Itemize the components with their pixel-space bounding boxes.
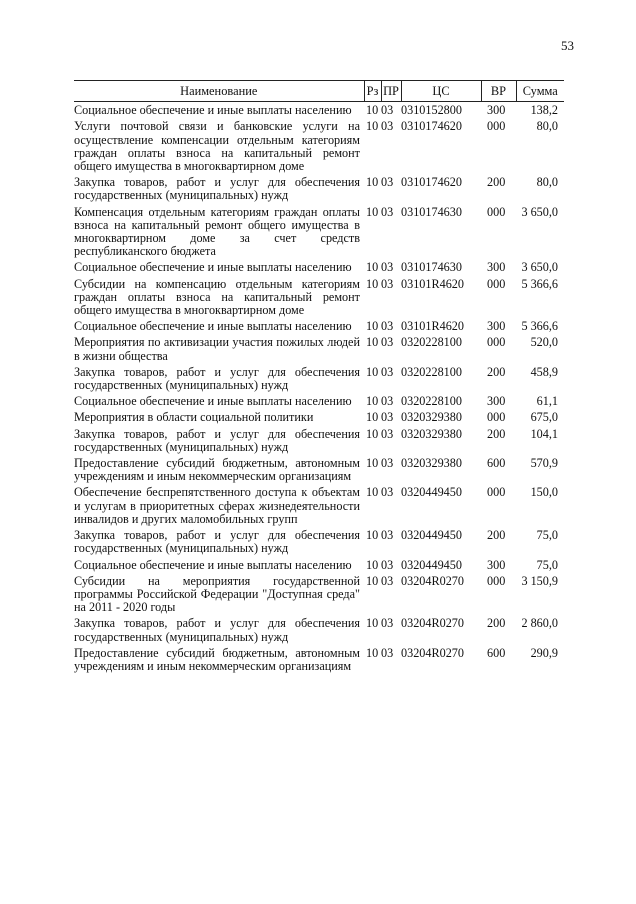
table-row xyxy=(74,527,564,556)
cell-cs: 0320449450 xyxy=(401,528,462,543)
budget-table xyxy=(74,80,564,674)
cell-cs: 0320329380 xyxy=(401,456,462,471)
table-row xyxy=(74,259,564,275)
cell-rz: 10 xyxy=(366,119,379,134)
table-row xyxy=(74,118,564,174)
table-row xyxy=(74,102,564,119)
header-row xyxy=(74,81,564,102)
cell-cs: 0310174630 xyxy=(401,260,462,275)
table-body xyxy=(74,102,564,674)
header-cs: ЦС xyxy=(401,81,481,102)
cell-vr: 200 xyxy=(487,364,506,379)
table-row xyxy=(74,426,564,455)
cell-sum: 104,1 xyxy=(530,426,558,441)
cell-name: Предоставление субсидий бюджетным, автономным учреждениям и иным некоммерческим организациям xyxy=(74,645,360,673)
cell-vr: 000 xyxy=(487,573,506,588)
cell-vr: 300 xyxy=(487,319,506,334)
cell-vr: 600 xyxy=(487,645,506,660)
cell-rz: 10 xyxy=(366,103,379,118)
cell-sum: 150,0 xyxy=(530,485,558,500)
cell-pr: 03 xyxy=(381,410,394,425)
cell-name: Закупка товаров, работ и услуг для обеспечения государственных (муниципальных) нужд xyxy=(74,175,360,203)
cell-sum: 61,1 xyxy=(536,394,558,409)
cell-name: Социальное обеспечение и иные выплаты населению xyxy=(74,394,352,409)
cell-cs: 0320329380 xyxy=(401,426,462,441)
cell-rz: 10 xyxy=(366,175,379,190)
page-number: 53 xyxy=(561,38,574,53)
header-vr: ВР xyxy=(481,81,516,102)
cell-cs: 0310174620 xyxy=(401,119,462,134)
cell-cs: 03204R0270 xyxy=(401,616,464,631)
cell-cs: 0310152800 xyxy=(401,103,462,118)
header-sum: Сумма xyxy=(516,81,564,102)
cell-rz: 10 xyxy=(366,394,379,409)
cell-cs: 0320449450 xyxy=(401,557,462,572)
table-row xyxy=(74,573,564,616)
cell-name: Закупка товаров, работ и услуг для обеспечения государственных (муниципальных) нужд xyxy=(74,364,360,393)
cell-pr: 03 xyxy=(381,426,394,441)
cell-cs: 0320449450 xyxy=(401,485,462,500)
cell-rz: 10 xyxy=(366,573,379,588)
cell-name: Социальное обеспечение и иные выплаты населению xyxy=(74,557,352,572)
table-row xyxy=(74,334,564,363)
cell-pr: 03 xyxy=(381,103,394,118)
cell-sum: 75,0 xyxy=(536,528,558,543)
cell-sum: 3 650,0 xyxy=(521,260,558,275)
cell-vr: 300 xyxy=(487,557,506,572)
cell-vr: 000 xyxy=(487,335,506,350)
cell-rz: 10 xyxy=(366,557,379,572)
cell-vr: 600 xyxy=(487,456,506,471)
cell-pr: 03 xyxy=(381,276,394,291)
cell-cs: 0320228100 xyxy=(401,335,462,350)
table-row xyxy=(74,615,564,644)
cell-cs: 03101R4620 xyxy=(401,319,464,334)
cell-pr: 03 xyxy=(381,335,394,350)
table-row xyxy=(74,318,564,334)
header-name: Наименование xyxy=(74,81,364,102)
header-rz: Рз xyxy=(364,81,381,102)
cell-cs: 0310174620 xyxy=(401,175,462,190)
table-row xyxy=(74,645,564,674)
cell-sum: 290,9 xyxy=(530,645,558,660)
cell-rz: 10 xyxy=(366,456,379,471)
cell-sum: 520,0 xyxy=(530,335,558,350)
cell-name: Мероприятия в области социальной политики xyxy=(74,410,314,425)
cell-cs: 0320228100 xyxy=(401,394,462,409)
cell-sum: 458,9 xyxy=(530,364,558,379)
cell-rz: 10 xyxy=(366,335,379,350)
cell-sum: 80,0 xyxy=(536,119,558,134)
cell-cs: 0310174630 xyxy=(401,204,462,219)
cell-sum: 3 650,0 xyxy=(521,204,558,219)
cell-pr: 03 xyxy=(381,319,394,334)
cell-vr: 200 xyxy=(487,175,506,190)
cell-sum: 5 366,6 xyxy=(521,276,558,291)
cell-vr: 000 xyxy=(487,204,506,219)
table-row xyxy=(74,393,564,409)
table-row xyxy=(74,276,564,319)
cell-cs: 03204R0270 xyxy=(401,645,464,660)
cell-name: Социальное обеспечение и иные выплаты населению xyxy=(74,319,352,334)
cell-name: Предоставление субсидий бюджетным, автономным учреждениям и иным некоммерческим организациям xyxy=(74,456,360,484)
table-row xyxy=(74,484,564,527)
cell-pr: 03 xyxy=(381,260,394,275)
cell-name: Социальное обеспечение и иные выплаты населению xyxy=(74,103,352,118)
cell-pr: 03 xyxy=(381,456,394,471)
cell-pr: 03 xyxy=(381,175,394,190)
cell-rz: 10 xyxy=(366,204,379,219)
cell-vr: 300 xyxy=(487,103,506,118)
cell-vr: 000 xyxy=(487,485,506,500)
cell-rz: 10 xyxy=(366,616,379,631)
cell-sum: 570,9 xyxy=(530,456,558,471)
cell-sum: 675,0 xyxy=(530,410,558,425)
cell-pr: 03 xyxy=(381,364,394,379)
cell-pr: 03 xyxy=(381,645,394,660)
cell-vr: 300 xyxy=(487,260,506,275)
header-pr: ПР xyxy=(381,81,401,102)
cell-vr: 300 xyxy=(487,394,506,409)
cell-vr: 000 xyxy=(487,410,506,425)
cell-sum: 5 366,6 xyxy=(521,319,558,334)
cell-sum: 3 150,9 xyxy=(521,573,558,588)
cell-sum: 2 860,0 xyxy=(521,616,558,631)
cell-sum: 138,2 xyxy=(530,103,558,118)
cell-pr: 03 xyxy=(381,573,394,588)
cell-pr: 03 xyxy=(381,557,394,572)
cell-vr: 200 xyxy=(487,426,506,441)
table-row xyxy=(74,409,564,425)
cell-rz: 10 xyxy=(366,528,379,543)
cell-cs: 03101R4620 xyxy=(401,276,464,291)
cell-vr: 200 xyxy=(487,528,506,543)
cell-vr: 000 xyxy=(487,119,506,134)
cell-cs: 0320228100 xyxy=(401,364,462,379)
cell-pr: 03 xyxy=(381,204,394,219)
cell-sum: 80,0 xyxy=(536,175,558,190)
cell-name: Закупка товаров, работ и услуг для обеспечения государственных (муниципальных) нужд xyxy=(74,426,360,454)
cell-sum: 75,0 xyxy=(536,557,558,572)
cell-name: Мероприятия по активизации участия пожилых людей в жизни общества xyxy=(74,335,360,363)
table-row xyxy=(74,455,564,484)
cell-rz: 10 xyxy=(366,260,379,275)
cell-pr: 03 xyxy=(381,119,394,134)
table-row xyxy=(74,204,564,260)
cell-name: Субсидии на мероприятия государственной программы Российской Федерации "Доступная среда" на 2011 - 2020 годы xyxy=(74,573,360,615)
cell-cs: 0320329380 xyxy=(401,410,462,425)
cell-cs: 03204R0270 xyxy=(401,573,464,588)
cell-name: Услуги почтовой связи и банковские услуги на осуществление компенсации отдельным категориям граждан оплаты взноса на капитальный ремонт общего имущества в многоквартирном доме xyxy=(74,119,360,174)
cell-name: Субсидии на компенсацию отдельным категориям граждан оплаты взноса на капитальный ремонт общего имущества в многоквартирном доме xyxy=(74,276,360,318)
cell-rz: 10 xyxy=(366,319,379,334)
cell-name: Компенсация отдельным категориям граждан оплаты взноса на капитальный ремонт общего имущества в многоквартирном доме за счет средств республиканского бюджета xyxy=(74,204,360,259)
cell-rz: 10 xyxy=(366,485,379,500)
cell-name: Закупка товаров, работ и услуг для обеспечения государственных (муниципальных) нужд xyxy=(74,616,360,644)
cell-name: Обеспечение беспрепятственного доступа к объектам и услугам в приоритетных сферах жизнедеятельности инвалидов и других маломобильных групп xyxy=(74,485,360,526)
cell-vr: 200 xyxy=(487,616,506,631)
cell-rz: 10 xyxy=(366,410,379,425)
cell-pr: 03 xyxy=(381,528,394,543)
cell-rz: 10 xyxy=(366,645,379,660)
cell-pr: 03 xyxy=(381,616,394,631)
table-row xyxy=(74,364,564,393)
table-row xyxy=(74,174,564,203)
cell-rz: 10 xyxy=(366,364,379,379)
cell-vr: 000 xyxy=(487,276,506,291)
cell-name: Социальное обеспечение и иные выплаты населению xyxy=(74,260,352,275)
cell-pr: 03 xyxy=(381,485,394,500)
cell-name: Закупка товаров, работ и услуг для обеспечения государственных (муниципальных) нужд xyxy=(74,528,360,556)
cell-rz: 10 xyxy=(366,276,379,291)
cell-rz: 10 xyxy=(366,426,379,441)
cell-pr: 03 xyxy=(381,394,394,409)
table-row xyxy=(74,557,564,573)
